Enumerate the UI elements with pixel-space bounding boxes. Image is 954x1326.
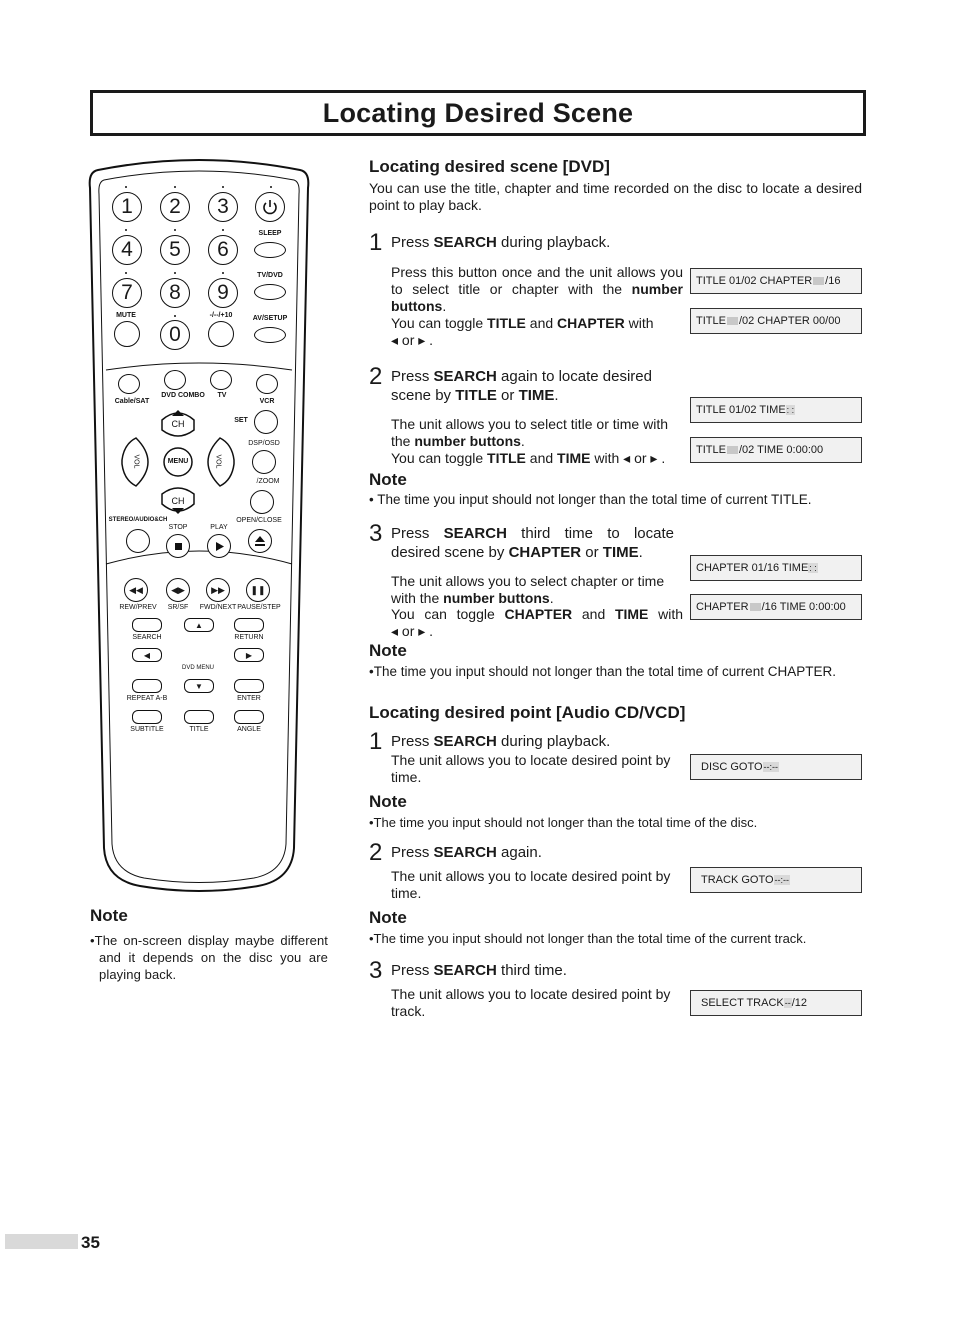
display1-field	[813, 277, 824, 285]
dvd-step3-l2-post: .	[638, 544, 643, 561]
up-button	[184, 618, 214, 632]
pausestep-button	[246, 578, 270, 602]
openclose-button	[248, 529, 272, 553]
audio-step3-body: The unit allows you to locate desired point by track.	[391, 986, 671, 1019]
dvd-step2-l2-pre: scene by	[391, 387, 456, 404]
mute-button	[114, 321, 140, 347]
eject-icon	[255, 536, 265, 546]
display3-a: TITLE 01/02 TIME	[696, 404, 786, 416]
dvd-step2-body-bold: number buttons	[414, 433, 521, 449]
display-disc-goto	[690, 754, 862, 780]
display2-b: /02 CHAPTER 00/00	[738, 315, 841, 327]
dvd-step3-line1	[391, 524, 674, 543]
audio-step1-number: 1	[369, 728, 383, 755]
display4-b: /02 TIME 0:00:00	[738, 444, 824, 456]
dvd-step3-l2-b1: CHAPTER	[508, 544, 582, 561]
tvdvd-label: TV/DVD	[257, 272, 283, 279]
display1-a: TITLE 01/02 CHAPTER	[696, 275, 813, 287]
dvd-step1-search: SEARCH	[433, 234, 497, 251]
dvd-section-heading: Locating desired scene [DVD]	[369, 157, 610, 176]
dvd-step3-number: 3	[369, 520, 383, 547]
audio-step1-post: during playback.	[496, 733, 611, 750]
dvd-step1-body-bold: number buttons	[391, 281, 683, 314]
page-number: 35	[81, 1233, 100, 1252]
pausestep-label: PAUSE/STEP	[237, 604, 281, 611]
audio-step2-title	[391, 843, 542, 862]
display4-a: TITLE	[696, 444, 726, 456]
title-label: TITLE	[189, 726, 209, 733]
left-note-text: •The on-screen display maybe different and it depends on the disc you are playing back.	[90, 933, 328, 982]
dvd-step3-line2	[391, 543, 643, 562]
vcr-button	[256, 374, 278, 394]
audio-step2-body: The unit allows you to locate desired point by time.	[391, 868, 671, 901]
vol-left-label: VOL	[132, 454, 140, 469]
dvd-step2-l1-pre: Press	[391, 368, 434, 385]
stop-icon	[175, 543, 182, 550]
display2-field	[727, 317, 738, 325]
dvd-step2-line1	[391, 367, 652, 386]
dvd-note2-heading: Note	[369, 641, 407, 660]
display-track-goto	[690, 867, 862, 893]
dvd-step3-body	[391, 573, 687, 607]
dvd-step1-number: 1	[369, 229, 383, 256]
dvd-step2-toggle-mid: and	[525, 450, 558, 466]
instructions-column	[369, 0, 863, 1326]
repeatab-button	[132, 679, 162, 693]
number-5-button: 5	[160, 235, 190, 265]
subtitle-button	[132, 710, 162, 724]
power-button	[255, 192, 285, 222]
page-title: Locating Desired Scene	[322, 97, 634, 128]
subtitle-label: SUBTITLE	[130, 726, 164, 733]
play-label: PLAY	[210, 524, 228, 531]
dvd-step2-toggle-post: with ◂ or ▸ .	[590, 450, 666, 466]
dvd-step1-toggle-post: with	[624, 315, 654, 331]
display5-a: CHAPTER 01/16 TIME	[696, 562, 809, 574]
cablesat-label: Cable/SAT	[114, 398, 150, 405]
dvd-step2-toggle-b1: TITLE	[487, 450, 526, 466]
number-8-button: 8	[160, 278, 190, 308]
display-track-field: --:--	[774, 875, 790, 885]
dvd-step2-body-b: .	[520, 433, 525, 449]
power-icon	[261, 198, 279, 216]
dvd-step1-toggle-pre: You can toggle	[391, 315, 488, 331]
display-track-a: TRACK GOTO	[701, 874, 774, 886]
dvd-step1-toggle-b2: CHAPTER	[557, 315, 625, 331]
footer-bar	[5, 1234, 78, 1249]
display-select-track	[690, 990, 862, 1016]
search-button	[132, 618, 162, 632]
display-disc-a: DISC GOTO	[701, 761, 763, 773]
display6-a: CHAPTER	[696, 601, 749, 613]
dvd-step2-body-a: The unit allows you to select title or time with the	[391, 416, 669, 449]
audio-step3-title	[391, 961, 567, 980]
dvd-step2-l2-post: .	[554, 387, 559, 404]
left-button	[132, 648, 162, 662]
dvd-step1-body	[391, 264, 683, 315]
dvd-step2-toggle-pre: You can toggle	[391, 450, 488, 466]
display-sel-a: SELECT TRACK	[701, 997, 784, 1009]
display-title-time	[690, 397, 862, 423]
audio-step3-pre: Press	[391, 962, 434, 979]
tv-button	[210, 370, 232, 390]
dvd-note1-text: • The time you input should not longer than the total time of current TITLE.	[369, 492, 812, 507]
right-button	[234, 648, 264, 662]
display-title-chapter-2	[690, 308, 862, 334]
dvd-step2-l2-b1: TITLE	[455, 387, 497, 404]
dvdcombo-label: DVD COMBO	[161, 392, 205, 399]
tvdvd-button	[254, 284, 286, 300]
audio-step2-number: 2	[369, 839, 383, 866]
audio-note1-heading: Note	[369, 792, 407, 811]
audio-step2-post: again.	[496, 844, 542, 861]
rewprev-button	[124, 578, 148, 602]
angle-label: ANGLE	[237, 726, 261, 733]
title-button	[184, 710, 214, 724]
audio-step1-title	[391, 732, 610, 751]
dvd-step3-l1-bold: SEARCH	[443, 525, 507, 542]
display2-a: TITLE	[696, 315, 726, 327]
left-note-heading: Note	[90, 906, 128, 925]
return-label: RETURN	[234, 634, 264, 641]
display-sel-b: /12	[791, 997, 808, 1009]
dvdmenu-label: DVD MENU	[181, 665, 215, 671]
set-label: SET	[234, 417, 248, 424]
dvd-step3-toggle-b2: TIME	[614, 606, 649, 622]
dvd-step1-body-a: Press this button once and the unit allows you to select title or chapter with the	[391, 264, 683, 297]
dvd-step2-toggle-b2: TIME	[557, 450, 591, 466]
avsetup-label: AV/SETUP	[252, 315, 288, 322]
slow-icon: ◀▶	[171, 584, 185, 595]
remote-control-illustration	[88, 158, 310, 894]
display6-b: /16 TIME 0:00:00	[761, 601, 846, 613]
set-button	[254, 410, 278, 434]
dvd-step3-l2-b2: TIME	[602, 544, 639, 561]
dvd-step1-toggle	[391, 315, 683, 332]
display4-field	[727, 446, 738, 454]
audio-note2-heading: Note	[369, 908, 407, 927]
audio-step2-pre: Press	[391, 844, 434, 861]
stereo-button	[126, 529, 150, 553]
dvd-step2-toggle	[391, 450, 665, 467]
number-4-button: 4	[112, 235, 142, 265]
audio-step1-search: SEARCH	[433, 733, 497, 750]
fwdnext-label: FWD/NEXT	[199, 604, 237, 611]
dvd-step3-l1-pre: Press	[391, 525, 444, 542]
dvd-step3-arrows: ◂ or ▸ .	[391, 623, 434, 639]
number-6-button: 6	[208, 235, 238, 265]
dvd-step1-body-b: .	[442, 298, 447, 314]
dvd-step1-title	[391, 233, 610, 252]
srsf-button	[166, 578, 190, 602]
number-0-button: 0	[160, 320, 190, 350]
audio-step1-body: The unit allows you to locate desired point by time.	[391, 752, 671, 785]
vcr-label: VCR	[259, 398, 275, 405]
audio-step1-pre: Press	[391, 733, 434, 750]
audio-step3-number: 3	[369, 957, 383, 984]
display-title-chapter	[690, 268, 862, 294]
ch-up-label: CH	[171, 419, 185, 429]
vol-right-label: VOL	[214, 454, 222, 469]
display-disc-field: --:--	[763, 762, 779, 772]
display-chapter-time-2	[690, 594, 862, 620]
dvd-step3-toggle-pre: You can toggle	[391, 606, 505, 622]
play-icon	[215, 542, 224, 551]
forward-icon: ▶▶	[211, 584, 225, 595]
search-label: SEARCH	[132, 634, 162, 641]
enter-label: ENTER	[237, 695, 261, 702]
dvd-step3-body-bold: number buttons	[443, 590, 550, 606]
cablesat-button	[118, 374, 140, 394]
number-7-button: 7	[112, 278, 142, 308]
display3-field: : :	[786, 405, 795, 415]
number-3-button: 3	[208, 192, 238, 222]
play-button	[207, 534, 231, 558]
dvd-step3-body-a: The unit allows you to select chapter or time with the	[391, 573, 665, 606]
down-button	[184, 679, 214, 693]
dvd-step2-line2	[391, 386, 559, 405]
dvd-step1-arrows: ◂ or ▸ .	[391, 332, 434, 348]
audio-section-heading: Locating desired point [Audio CD/VCD]	[369, 703, 686, 722]
sleep-label: SLEEP	[258, 230, 282, 237]
dvd-note1-heading: Note	[369, 470, 407, 489]
dvd-step3-l1-post: third time to locate	[506, 525, 674, 542]
openclose-top-button	[250, 490, 274, 514]
down-arrow-icon: ▼	[195, 681, 203, 691]
dsposd-label: DSP/OSD	[248, 440, 280, 447]
dvd-step3-l2-pre: desired scene by	[391, 544, 509, 561]
display-sel-field: --	[784, 998, 791, 1008]
left-arrow-icon: ◀	[143, 650, 151, 660]
display5-field: : :	[809, 563, 817, 573]
dvd-note2-text: •The time you input should not longer than the total time of current CHAPTER.	[369, 664, 836, 679]
enter-button	[234, 679, 264, 693]
sleep-button	[254, 242, 286, 258]
dvd-step3-l2-mid: or	[581, 544, 603, 561]
openclose-label: OPEN/CLOSE	[236, 517, 282, 524]
dvd-step2-l2-mid: or	[496, 387, 519, 404]
number-2-button: 2	[160, 192, 190, 222]
audio-step2-search: SEARCH	[433, 844, 497, 861]
ch-down-label: CH	[171, 496, 185, 506]
dvd-step2-body	[391, 416, 687, 450]
dvd-step3-toggle-mid: and	[572, 606, 615, 622]
menu-label: MENU	[167, 458, 189, 465]
avsetup-button	[254, 327, 286, 343]
return-button	[234, 618, 264, 632]
rewprev-label: REW/PREV	[119, 604, 157, 611]
angle-button	[234, 710, 264, 724]
dvd-step2-l2-b2: TIME	[518, 387, 555, 404]
stop-label: STOP	[168, 524, 188, 531]
dvd-step2-l1-post: again to locate desired	[496, 368, 652, 385]
zoom-label: /ZOOM	[256, 478, 280, 485]
fwdnext-button	[206, 578, 230, 602]
audio-step3-post: third time.	[496, 962, 567, 979]
mute-label: MUTE	[116, 312, 136, 319]
display-chapter-time	[690, 555, 862, 581]
stereo-label: STEREO/AUDIO&CH	[108, 517, 168, 523]
dsposd-button	[252, 450, 276, 474]
dvd-step2-number: 2	[369, 363, 383, 390]
dvd-step1-toggle-b1: TITLE	[487, 315, 526, 331]
dvd-step3-toggle-b1: CHAPTER	[504, 606, 573, 622]
rewind-icon: ◀◀	[129, 584, 143, 595]
tv-label: TV	[217, 392, 227, 399]
stop-button	[166, 534, 190, 558]
up-arrow-icon: ▲	[195, 620, 203, 630]
plus10-button	[208, 321, 234, 347]
audio-note2-text: •The time you input should not longer than the total time of the current track.	[369, 931, 807, 946]
dvd-step1-post: during playback.	[496, 234, 611, 251]
number-9-button: 9	[208, 278, 238, 308]
number-1-button: 1	[112, 192, 142, 222]
dvd-step3-toggle	[391, 606, 683, 623]
dvd-step3-toggle-post: with	[648, 606, 683, 622]
display-title-time-2	[690, 437, 862, 463]
dvd-step1-toggle-mid: and	[525, 315, 558, 331]
audio-note1-text: •The time you input should not longer than the total time of the disc.	[369, 815, 758, 830]
display1-b: /16	[825, 275, 841, 287]
right-arrow-icon: ▶	[245, 650, 253, 660]
dvd-intro: You can use the title, chapter and time recorded on the disc to locate a desired point to play back.	[369, 180, 862, 213]
repeatab-label: REPEAT A-B	[126, 695, 168, 702]
srsf-label: SR/SF	[167, 604, 189, 611]
dvd-step1-pre: Press	[391, 234, 434, 251]
left-note	[90, 906, 328, 983]
dvd-step3-body-b: .	[549, 590, 554, 606]
pause-icon: ❚❚	[250, 584, 266, 595]
display6-field	[750, 603, 761, 611]
dvdcombo-button	[164, 370, 186, 390]
plus10-label: -/--/+10	[209, 312, 233, 319]
dvd-step2-l1-bold: SEARCH	[433, 368, 497, 385]
audio-step3-search: SEARCH	[433, 962, 497, 979]
